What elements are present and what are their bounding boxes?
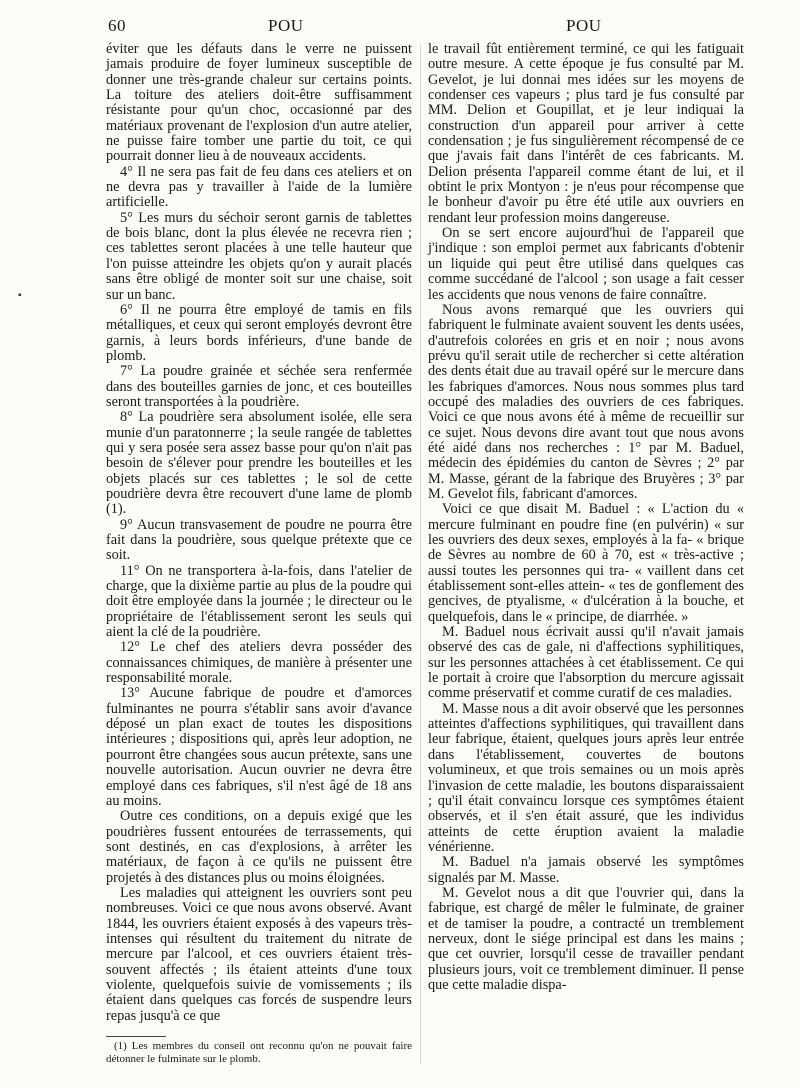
right-column-paragraph: On se sert encore aujourd'hui de l'appareil que j'indique : son emploi permet aux fabricants d'obtenir un liquide qui peut être utilisé dans quelques cas comme succédané de l'alcool ; son usage a fait cesser les accidents que nous venons de faire connaître. — [428, 225, 744, 303]
left-column-paragraph: Outre ces conditions, on a depuis exigé que les poudrières fussent entourées de terrassements, qui sont destinés, en cas d'explosions, à arrêter les matériaux, de façon à ce qu'ils ne puissent être projetés à des distances plus ou moins éloignées. — [106, 808, 412, 886]
page-header — [108, 16, 748, 38]
left-column-paragraph: 8° La poudrière sera absolument isolée, elle sera munie d'un paratonnerre ; la seule rangée de tablettes qui y sera posée sera assez basse pour qu'on n'ait pas besoin de s'élever pour prendre les bouteilles et les objets placés sur ces tablettes ; le sol de cette poudrière devra être recouvert d'une lame de plomb (1). — [106, 409, 412, 518]
right-column-paragraph: Nous avons remarqué que les ouvriers qui fabriquent le fulminate avaient souvent les dents usées, d'autrefois colorées en gris et en noir ; nous avons prévu qu'il serait utile de rechercher si cette altération des dents était due au travail opéré sur le mercure dans les fabriques d'amorces. Nous nous sommes plus tard occupé des maladies des ouvriers de ces fabriques. Voici ce que nous avons été à même de recueillir sur ce sujet. Nous devons dire avant tout que nous avons été aidé dans nos recherches : 1° par M. Baduel, médecin des épidémies du canton de Sèvres ; 2° par M. Masse, gérant de la fabrique des Bruyères ; 3° par M. Gevelot fils, fabricant d'amorces. — [428, 301, 744, 502]
running-head-left: POU — [268, 16, 304, 35]
page-number: 60 — [108, 16, 126, 35]
right-column-paragraph: M. Gevelot nous a dit que l'ouvrier qui, dans la fabrique, est chargé de mêler le fulminate, de grainer et de tamiser la poudre, a contracté un tremblement nerveux, dont le siége principal est dans les mains ; que cet ouvrier, lorsqu'il cesse de travailler pendant plusieurs jours, voit ce tremblement diminuer. Il pense que cette maladie dispa- — [428, 884, 744, 993]
left-column-paragraph: 12° Le chef des ateliers devra posséder des connaissances chimiques, de manière à présenter une responsabilité morale. — [106, 639, 412, 687]
left-column-paragraph: 11° On ne transportera à-la-fois, dans l'atelier de charge, que la dixième partie au plus de la poudre qui doit être employée dans la journée ; le directeur ou le propriétaire de l'établissement seront les seuls qui aient la clé de la poudrière. — [106, 562, 412, 641]
left-column-paragraph: 5° Les murs du séchoir seront garnis de tablettes de bois blanc, dont la plus élevée ne recevra rien ; ces tablettes seront placées à une telle hauteur que l'on puisse atteindre les objets qu'on y aurait placés sans être obligé de monter soit sur une chaise, soit sur un banc. — [106, 209, 412, 303]
right-column-paragraph: M. Baduel nous écrivait aussi qu'il n'avait jamais observé des cas de gale, ni d'affections syphilitiques, sur les personnes attachées à cet établissement. Ce qui le portait à croire que l'absorption du mercure agissait comme préservatif et comme curatif de ces maladies. — [428, 624, 744, 702]
right-column-paragraph: le travail fût entièrement terminé, ce qui les fatiguait outre mesure. A cette époque je fus consulté par M. Gevelot, je lui donnai mes idées sur les moyens de condenser ces vapeurs ; plus tard je fus consulté par MM. Delion et Goupillat, et je leur indiquai la construction d'un appareil pour arriver à cette condensation ; je fus singulièrement récompensé de ce que j'avais fait dans l'intérêt de ces fabricants. M. Delion présenta l'appareil comme étant de lui, et il obtint le prix Montyon : je n'eus pour récompense que le bonheur d'avoir pu être été utile aux ouvriers en rendant leur profession moins dangereuse. — [428, 41, 744, 226]
column-divider — [420, 44, 421, 1064]
left-column-paragraph: 6° Il ne pourra être employé de tamis en fils métalliques, et ceux qui seront employés devront être garnis, à leurs bords inférieurs, d'une bande de plomb. — [106, 301, 412, 364]
left-column-paragraph: 13° Aucune fabrique de poudre et d'amorces fulminantes ne pourra s'établir sans avoir d'avance déposé un plan exact de toutes les dispositions intérieures ; dispositions qui, après leur adoption, ne pourront être changées sous aucun prétexte, sans une nouvelle autorisation. Aucun ouvrier ne devra être employé dans ces fabriques, s'il n'est âgé de 18 ans au moins. — [106, 685, 412, 809]
right-column-paragraph: Voici ce que disait M. Baduel : « L'action du « mercure fulminant en poudre fine (en pulvérin) « sur les ouvriers des deux sexes, employés à la fa- « brique de Sèvres au nombre de 60 à 70, est « très-active ; aussi toutes les personnes qui tra- « vaillent dans cet établissement sont-elles attein- « tes de gonflement des gencives, de ptyalisme, « d'ulcération à la bouche, et quelquefois, dans le « principe, de diarrhée. » — [428, 501, 744, 625]
left-column — [106, 42, 412, 1024]
footnote-rule — [106, 1036, 166, 1037]
left-column-paragraph: éviter que les défauts dans le verre ne puissent jamais produire de foyer lumineux susceptible de donner une très-grande chaleur sur certains points. La toiture des ateliers doit-être suffisamment résistante pour qu'un choc, occasionné par des matériaux provenant de l'explosion d'un autre atelier, ne puisse faire tomber une partie du toit, ce qui pourrait donner lieu à de nouveaux accidents. — [106, 41, 412, 165]
footnote: (1) Les membres du conseil ont reconnu qu'on ne pouvait faire détonner le fulminate sur le plomb. — [106, 1040, 412, 1065]
right-column-paragraph: M. Baduel n'a jamais observé les symptômes signalés par M. Masse. — [428, 854, 744, 886]
left-column-paragraph: 4° Il ne sera pas fait de feu dans ces ateliers et on ne devra pas y travailler à l'aide de la lumière artificielle. — [106, 163, 412, 211]
left-column-paragraph: 7° La poudre grainée et séchée sera renfermée dans des bouteilles garnies de jonc, et ces bouteilles seront transportées à la poudrière. — [106, 363, 412, 410]
left-column-paragraph: 9° Aucun transvasement de poudre ne pourra être fait dans la poudrière, sous quelque prétexte que ce soit. — [106, 516, 412, 564]
right-column — [428, 42, 744, 993]
running-head-right: POU — [566, 16, 602, 35]
right-column-paragraph: M. Masse nous a dit avoir observé que les personnes atteintes d'affections syphilitiques, qui travaillent dans leur fabrique, étaient, quelques jours après leur entrée dans l'établissement, couvertes de boutons volumineux, et que trois semaines ou un mois après l'invasion de cette maladie, les boutons disparaissaient ; qu'il était convaincu lorsque ces symptômes étaient observés, et il s'en était assuré, que les individus atteints de cette éruption avaient la maladie vénérienne. — [428, 700, 744, 855]
left-column-paragraph: Les maladies qui atteignent les ouvriers sont peu nombreuses. Voici ce que nous avons observé. Avant 1844, les ouvriers étaient exposés à des vapeurs très-intenses qui résultent du traitement du nitrate de mercure par l'alcool, et ces ouvriers étaient très-souvent affectés ; ils étaient atteints d'une toux violente, quelquefois suivie de vomissements ; ils étaient dans quelques cas forcés de suspendre leurs repas jusqu'à ce que — [106, 884, 412, 1024]
margin-mark: ▪ — [18, 290, 22, 301]
